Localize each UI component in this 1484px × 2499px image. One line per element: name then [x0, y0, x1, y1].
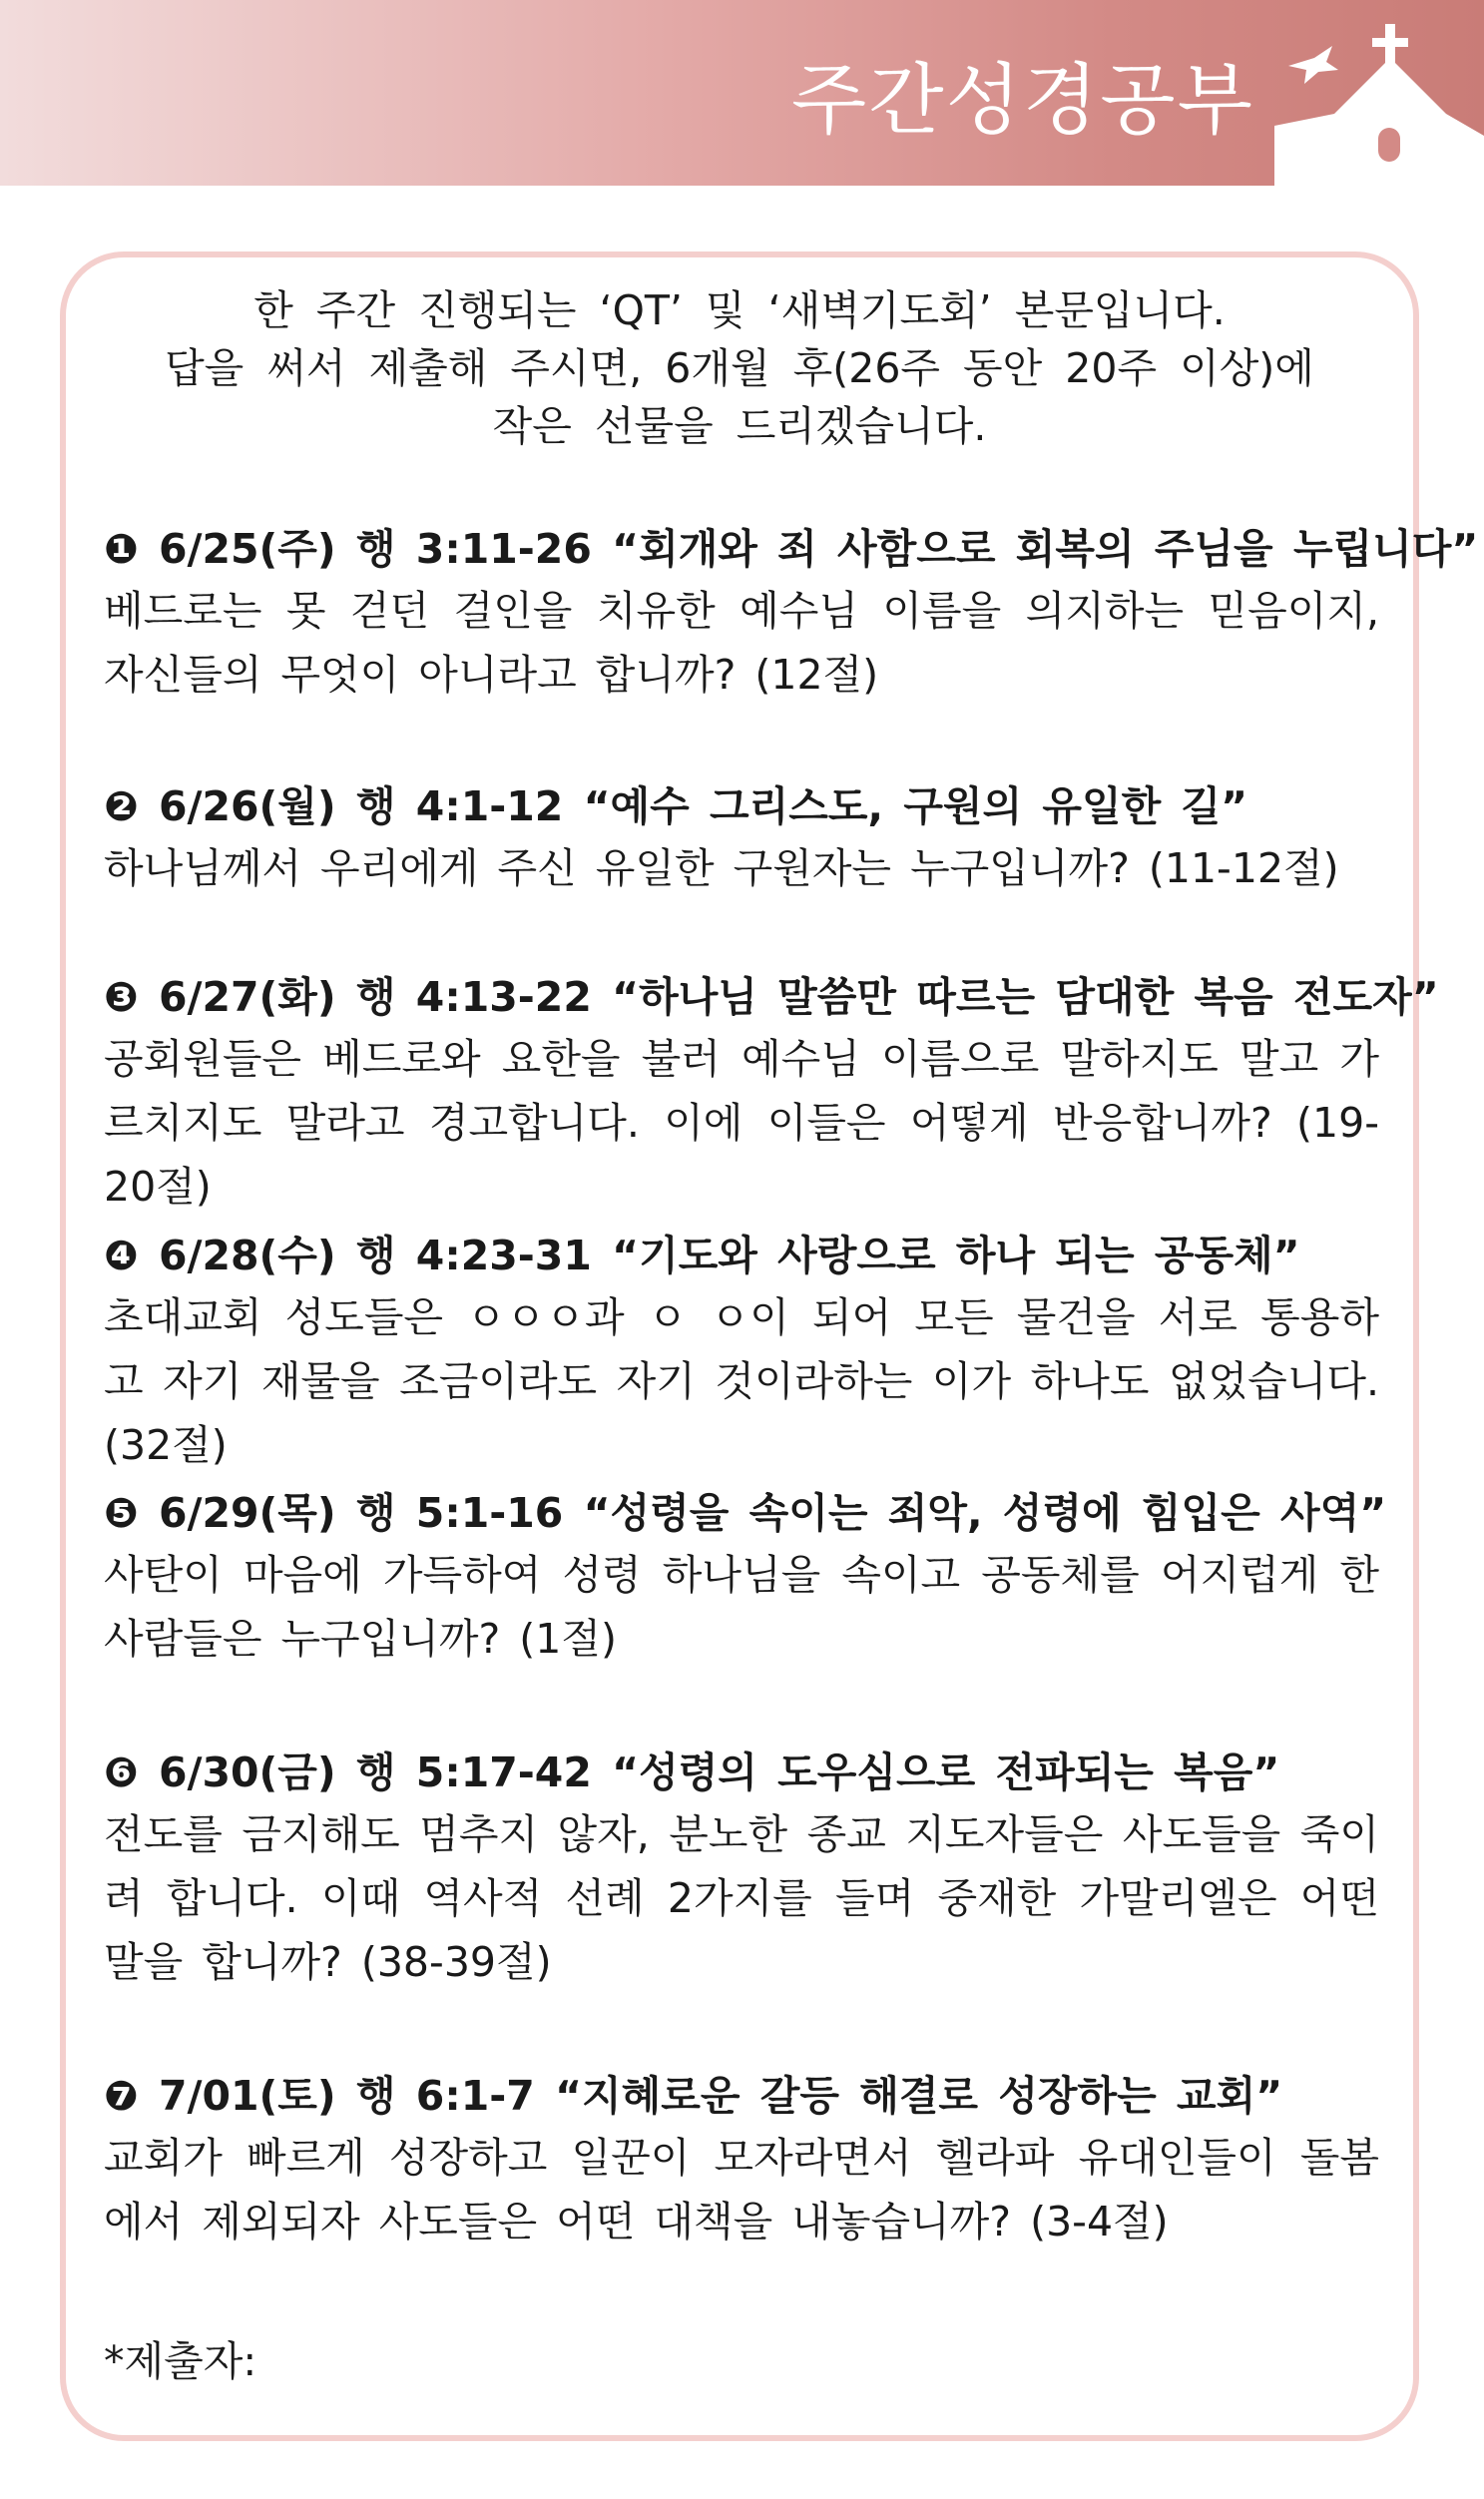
item-title: “성령을 속이는 죄악, 성령에 힘입은 사역”	[583, 1489, 1387, 1537]
item-title: “성령의 도우심으로 전파되는 복음”	[612, 1749, 1280, 1796]
item-question: 전도를 금지해도 멈추지 않자, 분노한 종교 지도자들은 사도들을 죽이려 합니다. 이때 역사적 선례 2가지를 들며 중재한 가말리엘은 어떤 말을 합니까? (38-39절)	[104, 1810, 1379, 1986]
church-icon	[1274, 8, 1484, 186]
study-item-6	[104, 1743, 1379, 1994]
study-item-7	[104, 2066, 1379, 2253]
study-item-4	[104, 1226, 1379, 1477]
item-number-icon: ❹	[104, 1232, 139, 1279]
study-item-2	[104, 776, 1379, 900]
page-title: 주간성경공부	[790, 56, 1254, 146]
item-date: 6/30(금)	[159, 1749, 336, 1796]
study-item-3	[104, 967, 1439, 1219]
intro-line: 작은 선물을 드리겠습니다.	[492, 402, 987, 450]
intro-line: 한 주간 진행되는 ‘QT’ 및 ‘새벽기도회’ 본문입니다.	[253, 286, 1226, 334]
intro-text	[66, 281, 1413, 455]
item-date: 6/28(수)	[159, 1232, 336, 1279]
item-number-icon: ❶	[104, 525, 139, 573]
item-number-icon: ❼	[104, 2072, 139, 2120]
item-reference: 행 3:11-26	[355, 525, 592, 573]
item-title: “지혜로운 갈등 해결로 성장하는 교회”	[555, 2072, 1283, 2120]
header-banner	[0, 0, 1484, 186]
item-date: 6/25(주)	[159, 525, 336, 573]
item-reference: 행 6:1-7	[355, 2072, 535, 2120]
item-date: 6/26(월)	[159, 782, 336, 830]
item-reference: 행 4:1-12	[355, 782, 564, 830]
item-title: “하나님 말씀만 따르는 담대한 복음 전도자”	[612, 973, 1439, 1021]
submitter-label: *제출자:	[104, 2337, 257, 2385]
item-title: “회개와 죄 사함으로 회복의 주님을 누립니다”	[612, 525, 1479, 573]
item-number-icon: ❷	[104, 782, 139, 830]
item-question: 사탄이 마음에 가득하여 성령 하나님을 속이고 공동체를 어지럽게 한 사람들은 누구입니까? (1절)	[104, 1551, 1379, 1663]
item-heading	[104, 1483, 1387, 1543]
item-reference: 행 4:23-31	[355, 1232, 592, 1279]
item-heading	[104, 519, 1479, 579]
item-reference: 행 5:1-16	[355, 1489, 564, 1537]
item-number-icon: ❻	[104, 1749, 139, 1796]
item-reference: 행 5:17-42	[355, 1749, 592, 1796]
item-title: “기도와 사랑으로 하나 되는 공동체”	[612, 1232, 1300, 1279]
item-date: 6/27(화)	[159, 973, 336, 1021]
study-item-1	[104, 519, 1479, 707]
item-heading	[104, 2066, 1379, 2126]
item-number-icon: ❺	[104, 1489, 139, 1537]
item-number-icon: ❸	[104, 973, 139, 1021]
item-date: 7/01(토)	[159, 2072, 336, 2120]
item-date: 6/29(목)	[159, 1489, 336, 1537]
item-heading	[104, 1226, 1379, 1285]
item-question: 공회원들은 베드로와 요한을 불러 예수님 이름으로 말하지도 말고 가르치지도 말라고 경고합니다. 이에 이들은 어떻게 반응합니까? (19-20절)	[104, 1035, 1379, 1211]
item-heading	[104, 967, 1439, 1027]
item-reference: 행 4:13-22	[355, 973, 592, 1021]
item-question: 초대교회 성도들은 ㅇㅇㅇ과 ㅇ ㅇ이 되어 모든 물건을 서로 통용하고 자기 재물을 조금이라도 자기 것이라하는 이가 하나도 없었습니다.(32절)	[104, 1293, 1379, 1469]
item-heading	[104, 776, 1379, 836]
content-card	[60, 251, 1479, 2441]
item-question: 교회가 빠르게 성장하고 일꾼이 모자라면서 헬라파 유대인들이 돌봄에서 제외되자 사도들은 어떤 대책을 내놓습니까? (3-4절)	[104, 2134, 1379, 2246]
item-heading	[104, 1743, 1379, 1802]
study-item-5	[104, 1483, 1387, 1671]
item-question: 하나님께서 우리에게 주신 유일한 구원자는 누구입니까? (11-12절)	[104, 844, 1339, 892]
item-title: “예수 그리스도, 구원의 유일한 길”	[583, 782, 1248, 830]
item-question: 베드로는 못 걷던 걸인을 치유한 예수님 이름을 의지하는 믿음이지, 자신들의 무엇이 아니라고 합니까? (12절)	[104, 587, 1379, 699]
intro-line: 답을 써서 제출해 주시면, 6개월 후(26주 동안 20주 이상)에	[165, 344, 1314, 392]
